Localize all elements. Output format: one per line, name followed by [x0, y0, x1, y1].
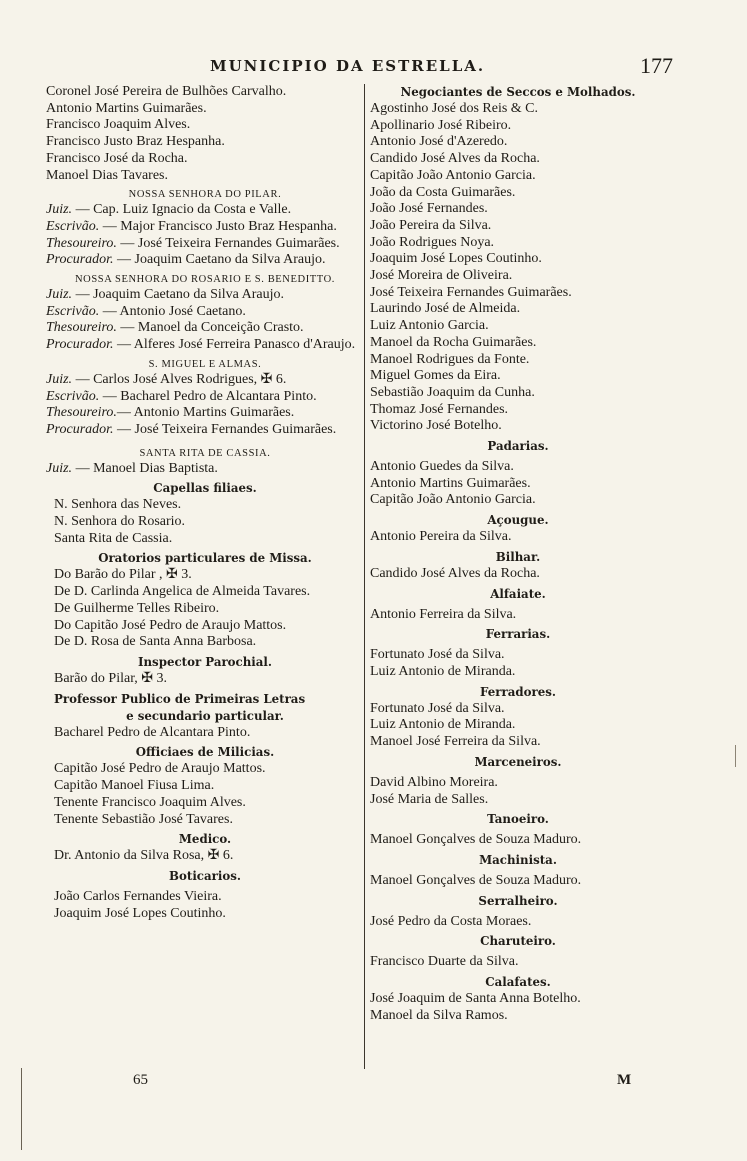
list-item: João da Costa Guimarães.: [370, 184, 516, 200]
role-holder: — Joaquim Caetano da Silva Araujo.: [113, 252, 326, 268]
list-item: Tenente Francisco Joaquim Alves.: [54, 794, 246, 810]
running-title: MUNICIPIO DA ESTRELLA.: [210, 57, 486, 75]
section-title-ferrarias: Ferrarias.: [485, 627, 551, 642]
signature-number: 65: [133, 1072, 148, 1088]
page-number: 177: [640, 53, 673, 78]
list-item: Capitão João Antonio Garcia.: [370, 167, 536, 183]
pilar-juiz: [46, 202, 364, 219]
right-column: [368, 84, 668, 1024]
section-title-milicias: Officiaes de Milicias.: [135, 745, 275, 760]
list-item: De Guilherme Telles Ribeiro.: [54, 600, 220, 616]
pilar-thesoureiro: [46, 236, 364, 253]
list-item: Bacharel Pedro de Alcantara Pinto.: [54, 724, 251, 740]
role-holder: — Manoel da Conceição Crasto.: [116, 320, 304, 336]
list-item: Capitão José Pedro de Araujo Mattos.: [54, 761, 266, 777]
role-holder: — Antonio José Caetano.: [99, 303, 246, 319]
list-item: Joaquim José Lopes Coutinho.: [370, 251, 542, 267]
list-item: Manoel José Ferreira da Silva.: [370, 734, 541, 750]
list-item: João Rodrigues Noya.: [370, 234, 495, 250]
list-item: Francisco Duarte da Silva.: [370, 954, 519, 970]
section-title-alfaiate: Alfaiate.: [490, 586, 546, 601]
list-item: Capitão Manoel Fiusa Lima.: [54, 778, 215, 794]
section-title-bilhar: Bilhar.: [495, 549, 541, 564]
list-item: Manoel Dias Tavares.: [46, 167, 169, 183]
section-title-ferradores: Ferradores.: [480, 684, 556, 699]
left-column: [46, 84, 364, 922]
list-item: José Joaquim de Santa Anna Botelho.: [370, 991, 581, 1007]
role-holder: — Manoel Dias Baptista.: [72, 460, 218, 476]
list-item: José Teixeira Fernandes Guimarães.: [370, 284, 572, 300]
list-item: Miguel Gomes da Eira.: [370, 368, 501, 384]
section-title-inspector: Inspector Parochial.: [137, 654, 273, 669]
signature-mark: M: [617, 1072, 632, 1088]
section-title-capellas: Capellas filiaes.: [153, 481, 257, 496]
role-label: Juiz.: [46, 287, 73, 303]
rosario-procurador: [46, 337, 364, 354]
section-title-charuteiro: Charuteiro.: [480, 934, 556, 949]
miguel-escrivao: [46, 389, 364, 406]
list-item: Apollinario José Ribeiro.: [370, 117, 512, 133]
role-holder: — Major Francisco Justo Braz Hespanha.: [99, 218, 337, 234]
list-item: Antonio Guedes da Silva.: [370, 459, 514, 475]
page-header: [0, 55, 747, 83]
role-label: Procurador.: [46, 421, 114, 437]
section-subtitle-professor: e secundario particular.: [126, 708, 284, 723]
section-title-boticarios: Boticarios.: [169, 868, 241, 883]
list-item: Barão do Pilar, ✠ 3.: [54, 670, 168, 686]
list-item: Antonio Pereira da Silva.: [370, 529, 512, 545]
list-item: Manoel da Rocha Guimarães.: [370, 334, 537, 350]
role-label: Escrivão.: [46, 388, 100, 404]
column-divider: [364, 84, 365, 1069]
miguel-juiz: [46, 372, 364, 389]
list-item: João Carlos Fernandes Vieira.: [54, 888, 222, 904]
section-title-pilar: NOSSA SENHORA DO PILAR.: [128, 189, 282, 201]
miguel-thesoureiro: [46, 405, 364, 422]
section-title-calafates: Calafates.: [485, 975, 551, 990]
role-holder: — Joaquim Caetano da Silva Araujo.: [72, 287, 284, 303]
list-item: Luiz Antonio Garcia.: [370, 318, 489, 334]
list-item: Tenente Sebastião José Tavares.: [54, 811, 233, 827]
list-item: Fortunato José da Silva.: [370, 700, 505, 716]
section-title-miguel: S. MIGUEL E ALMAS.: [148, 358, 262, 370]
list-item: N. Senhora do Rosario.: [54, 514, 186, 530]
role-label: Thesoureiro.: [46, 320, 117, 336]
role-holder: — Carlos José Alves Rodrigues, ✠ 6.: [72, 371, 287, 387]
list-item: Santa Rita de Cassia.: [54, 530, 173, 546]
section-title-machinista: Machinista.: [479, 852, 557, 867]
role-holder: — José Teixeira Fernandes Guimarães.: [113, 421, 337, 437]
margin-tick: [735, 745, 736, 767]
section-title-padarias: Padarias.: [487, 439, 549, 454]
list-item: Agostinho José dos Reis & C.: [370, 101, 539, 116]
role-holder: — Cap. Luiz Ignacio da Costa e Valle.: [72, 202, 292, 218]
list-item: Laurindo José de Almeida.: [370, 301, 521, 317]
list-item: Antonio Ferreira da Silva.: [370, 606, 517, 622]
cassia-juiz: [46, 461, 364, 478]
list-item: Manoel Gonçalves de Souza Maduro.: [370, 872, 582, 888]
role-holder: — Alferes José Ferreira Panasco d'Araujo.: [113, 337, 356, 353]
role-label: Thesoureiro.: [46, 235, 117, 251]
list-item: Francisco Joaquim Alves.: [46, 117, 191, 133]
rosario-escrivao: [46, 304, 364, 321]
section-title-rosario: NOSSA SENHORA DO ROSARIO E S. BENEDITTO.: [74, 274, 336, 286]
list-item: Do Barão do Pilar , ✠ 3.: [54, 567, 192, 583]
role-label: Escrivão.: [46, 218, 100, 234]
section-title-negociantes: Negociantes de Seccos e Molhados.: [400, 85, 636, 99]
role-label: Procurador.: [46, 337, 114, 353]
role-holder: — José Teixeira Fernandes Guimarães.: [116, 235, 340, 251]
role-label: Juiz.: [46, 202, 73, 218]
section-title-marceneiros: Marceneiros.: [474, 754, 562, 769]
list-item: Dr. Antonio da Silva Rosa, ✠ 6.: [54, 848, 234, 864]
list-item: Francisco Justo Braz Hespanha.: [46, 134, 225, 150]
margin-line: [21, 1068, 22, 1150]
list-item: Manoel Rodrigues da Fonte.: [370, 351, 530, 367]
section-title-medico: Medico.: [178, 832, 232, 847]
rosario-thesoureiro: [46, 320, 364, 337]
list-item: Capitão João Antonio Garcia.: [370, 492, 536, 508]
list-item: Candido José Alves da Rocha.: [370, 565, 540, 581]
list-item: Luiz Antonio de Miranda.: [370, 717, 516, 733]
section-title-cassia: SANTA RITA DE CASSIA.: [139, 447, 271, 459]
role-holder: — Bacharel Pedro de Alcantara Pinto.: [99, 388, 317, 404]
list-item: Luiz Antonio de Miranda.: [370, 663, 516, 679]
list-item: Joaquim José Lopes Coutinho.: [54, 905, 226, 921]
role-label: Juiz.: [46, 371, 73, 387]
list-item: Manoel da Silva Ramos.: [370, 1007, 508, 1023]
list-item: David Albino Moreira.: [370, 774, 498, 790]
list-item: João José Fernandes.: [370, 201, 488, 217]
role-holder: — Antonio Martins Guimarães.: [116, 405, 295, 421]
role-label: Thesoureiro.: [46, 405, 117, 421]
list-item: Francisco José da Rocha.: [46, 150, 188, 166]
section-title-tanoeiro: Tanoeiro.: [487, 812, 549, 827]
section-title-professor: Professor Publico de Primeiras Letras: [54, 691, 306, 706]
list-item: José Moreira de Oliveira.: [370, 268, 513, 284]
section-title-acougue: Açougue.: [487, 513, 549, 528]
list-item: João Pereira da Silva.: [370, 217, 492, 233]
list-item: Coronel José Pereira de Bulhões Carvalho.: [46, 84, 287, 99]
list-item: Fortunato José da Silva.: [370, 647, 505, 663]
list-item: José Pedro da Costa Moraes.: [370, 913, 532, 929]
list-item: N. Senhora das Neves.: [54, 497, 182, 513]
section-title-serralheiro: Serralheiro.: [478, 893, 558, 908]
pilar-escrivao: [46, 219, 364, 236]
list-item: De D. Carlinda Angelica de Almeida Tavares.: [54, 584, 311, 600]
list-item: Victorino José Botelho.: [370, 418, 502, 434]
list-item: Candido José Alves da Rocha.: [370, 151, 540, 167]
section-title-oratorios: Oratorios particulares de Missa.: [98, 551, 312, 566]
list-item: Antonio José d'Azeredo.: [370, 134, 508, 150]
list-item: Antonio Martins Guimarães.: [370, 475, 531, 491]
pilar-procurador: [46, 252, 364, 269]
list-item: José Maria de Salles.: [370, 791, 489, 807]
rosario-juiz: [46, 287, 364, 304]
list-item: Sebastião Joaquim da Cunha.: [370, 384, 535, 400]
role-label: Procurador.: [46, 252, 114, 268]
list-item: De D. Rosa de Santa Anna Barbosa.: [54, 634, 257, 650]
list-item: Manoel Gonçalves de Souza Maduro.: [370, 832, 582, 848]
list-item: Do Capitão José Pedro de Araujo Mattos.: [54, 617, 287, 633]
role-label: Juiz.: [46, 460, 73, 476]
list-item: Thomaz José Fernandes.: [370, 401, 509, 417]
list-item: Antonio Martins Guimarães.: [46, 100, 207, 116]
miguel-procurador: [46, 422, 364, 439]
role-label: Escrivão.: [46, 303, 100, 319]
